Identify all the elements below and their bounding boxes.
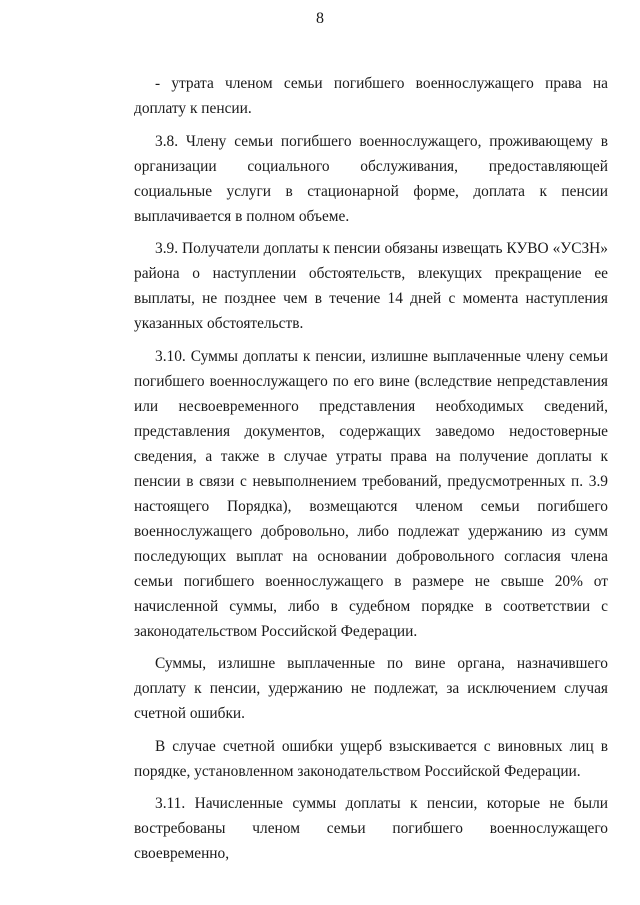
paragraph-3-9: 3.9. Получатели доплаты к пенсии обязаны извещать КУВО «УСЗН» района о наступлении обстоятельств, влекущих прекращение ее выплаты, не позднее чем в течение 14 дней с момента наступления указанных обстоятельств.: [134, 240, 608, 332]
document-body: [134, 71, 608, 866]
paragraph-3-8: 3.8. Члену семьи погибшего военнослужащего, проживающему в организации социального обслуживания, предоставляющей социальные услуги в стационарной форме, доплата к пенсии выплачивается в полном объеме.: [134, 132, 608, 225]
paragraph-counting-error: В случае счетной ошибки ущерб взыскивается с виновных лиц в порядке, установленном законодательством Российской Федерации.: [134, 737, 608, 780]
paragraph-overpaid-sums: Суммы, излишне выплаченные по вине органа, назначившего доплату к пенсии, удержанию не подлежат, за исключением случая счетной ошибки.: [134, 655, 608, 722]
page-number: 8: [316, 10, 324, 27]
paragraph-3-10: 3.10. Суммы доплаты к пенсии, излишне выплаченные члену семьи погибшего военнослужащего по его вине (вследствие непредставления или несвоевременного представления необходимых сведений, представления документов, содержащих заведомо недостоверные сведения, а также в случае утраты права на получение доплаты к пенсии в связи с невыполнением требований, предусмотренных п. 3.9 настоящего Порядка), возмещаются членом семьи погибшего военнослужащего добровольно, либо подлежат удержанию из сумм последующих выплат на основании добровольного согласия члена семьи погибшего военнослужащего в размере не свыше 20% от начисленной суммы, либо в судебном порядке в соответствии с законодательством Российской Федерации.: [134, 347, 608, 640]
paragraph-loss-of-right: - утрата членом семьи погибшего военнослужащего права на доплату к пенсии.: [134, 75, 608, 117]
paragraph-3-11: 3.11. Начисленные суммы доплаты к пенсии, которые не были востребованы членом семьи погибшего военнослужащего своевременно,: [134, 795, 608, 862]
